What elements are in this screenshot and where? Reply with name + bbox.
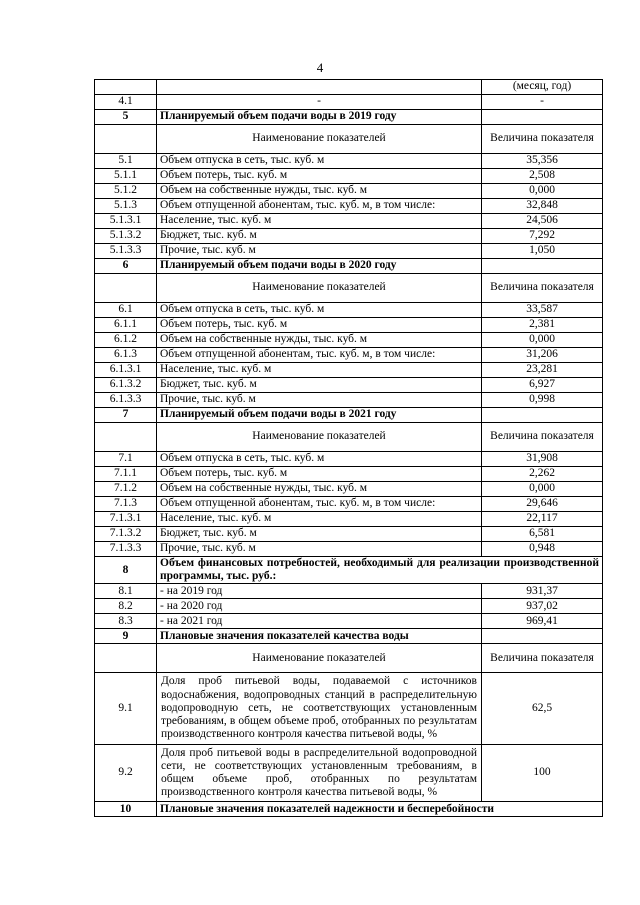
row-value: 969,41 (482, 614, 603, 629)
empty-cell (482, 629, 603, 644)
row-number: 9.2 (95, 744, 157, 802)
column-header-value: Величина показателя (482, 125, 603, 154)
table-row (95, 467, 603, 482)
row-number: 6.1.2 (95, 333, 157, 348)
empty-cell (95, 423, 157, 452)
table-row (95, 584, 603, 599)
section-row-sec7 (95, 408, 603, 423)
row-number: 6.1.3 (95, 348, 157, 363)
row-value: 937,02 (482, 599, 603, 614)
column-header-value: Величина показателя (482, 423, 603, 452)
section-title: Плановые значения показателей качества воды (157, 629, 482, 644)
table-row (95, 512, 603, 527)
row-name: Объем на собственные нужды, тыс. куб. м (157, 482, 482, 497)
row-name: Прочие, тыс. куб. м (157, 393, 482, 408)
row-number: 7.1.3.3 (95, 542, 157, 557)
page-number: 4 (316, 60, 324, 75)
table-row (95, 614, 603, 629)
empty-cell (95, 125, 157, 154)
row-name: Доля проб питьевой воды, подаваемой с источников водоснабжения, водопроводных станций в распределительную водопроводную сеть, не соответствующих установленным требованиям, в общем объеме проб, отобранных по результатам производственного контроля качества питьевой воды, % (157, 673, 482, 744)
row-number: 8.1 (95, 584, 157, 599)
row-value: 6,581 (482, 527, 603, 542)
row-name: Объем на собственные нужды, тыс. куб. м (157, 333, 482, 348)
row-value: 0,000 (482, 184, 603, 199)
table-row (95, 542, 603, 557)
section-number: 5 (95, 110, 157, 125)
table-row (95, 452, 603, 467)
section-title: Объем финансовых потребностей, необходимый для реализации производственной программы, тыс. руб.: (157, 557, 603, 584)
section-number: 8 (95, 557, 157, 584)
row-name: Объем отпущенной абонентам, тыс. куб. м, в том числе: (157, 497, 482, 512)
empty-cell (95, 644, 157, 673)
row-value: 33,587 (482, 303, 603, 318)
row-value: 6,927 (482, 378, 603, 393)
section-title: Плановые значения показателей надежности и бесперебойности (157, 802, 603, 817)
row-number: 5.1.3.1 (95, 214, 157, 229)
row-name: Объем на собственные нужды, тыс. куб. м (157, 184, 482, 199)
row-value: 32,848 (482, 199, 603, 214)
row-value: 0,998 (482, 393, 603, 408)
row-value: 0,948 (482, 542, 603, 557)
table-row (95, 169, 603, 184)
table-row (95, 348, 603, 363)
row-value: 35,356 (482, 154, 603, 169)
row-name: - на 2021 год (157, 614, 482, 629)
row-number: 7.1.3 (95, 497, 157, 512)
program-table (94, 79, 603, 817)
column-header-row (95, 644, 603, 673)
row-value: 31,908 (482, 452, 603, 467)
table-row (95, 378, 603, 393)
row-name: Население, тыс. куб. м (157, 363, 482, 378)
row-name: Объем отпущенной абонентам, тыс. куб. м, в том числе: (157, 348, 482, 363)
row-value: 931,37 (482, 584, 603, 599)
row-name: - на 2019 год (157, 584, 482, 599)
unit-cell: (месяц, год) (482, 80, 603, 95)
column-header-row (95, 125, 603, 154)
table-row (95, 318, 603, 333)
column-header-row (95, 274, 603, 303)
row-value: 29,646 (482, 497, 603, 512)
row-name: Объем отпуска в сеть, тыс. куб. м (157, 154, 482, 169)
row-number: 5.1.3.2 (95, 229, 157, 244)
empty-cell (482, 259, 603, 274)
section-row-sec10 (95, 802, 603, 817)
section-row-sec9 (95, 629, 603, 644)
section-title: Планируемый объем подачи воды в 2019 году (157, 110, 482, 125)
table-row (95, 497, 603, 512)
table-row (95, 599, 603, 614)
row-value: 62,5 (482, 673, 603, 744)
table-row (95, 744, 603, 802)
row-number: 6.1.3.3 (95, 393, 157, 408)
table-row (95, 184, 603, 199)
row-value: 1,050 (482, 244, 603, 259)
row-name: Бюджет, тыс. куб. м (157, 229, 482, 244)
row-value: 7,292 (482, 229, 603, 244)
column-header-name: Наименование показателей (157, 644, 482, 673)
table-row (95, 482, 603, 497)
row-name: Бюджет, тыс. куб. м (157, 527, 482, 542)
row-name: Объем потерь, тыс. куб. м (157, 169, 482, 184)
row-name: Прочие, тыс. куб. м (157, 542, 482, 557)
table-row (95, 199, 603, 214)
row-name: - на 2020 год (157, 599, 482, 614)
row-name: Объем потерь, тыс. куб. м (157, 318, 482, 333)
empty-cell (482, 110, 603, 125)
table-row (95, 229, 603, 244)
column-header-value: Величина показателя (482, 274, 603, 303)
row-value: 24,506 (482, 214, 603, 229)
row-name: Население, тыс. куб. м (157, 512, 482, 527)
section-number: 7 (95, 408, 157, 423)
table-row (95, 244, 603, 259)
column-header-row (95, 423, 603, 452)
table-row: 4.1 - - (95, 95, 603, 110)
section-row-sec6 (95, 259, 603, 274)
column-header-value: Величина показателя (482, 644, 603, 673)
row-number: 6.1.3.1 (95, 363, 157, 378)
row-value: 0,000 (482, 482, 603, 497)
row-name: Объем отпущенной абонентам, тыс. куб. м, в том числе: (157, 199, 482, 214)
row-number: 6.1.1 (95, 318, 157, 333)
row-name: Объем потерь, тыс. куб. м (157, 467, 482, 482)
row-number: 7.1.3.2 (95, 527, 157, 542)
section-title: Планируемый объем подачи воды в 2021 году (157, 408, 482, 423)
row-value: 22,117 (482, 512, 603, 527)
row-value: 31,206 (482, 348, 603, 363)
table-row (95, 393, 603, 408)
table-row (95, 154, 603, 169)
row-number: 7.1.2 (95, 482, 157, 497)
row-value: 2,262 (482, 467, 603, 482)
section-number: 6 (95, 259, 157, 274)
row-number: 8.2 (95, 599, 157, 614)
column-header-name: Наименование показателей (157, 125, 482, 154)
empty-cell (95, 274, 157, 303)
row-number: 5.1.1 (95, 169, 157, 184)
row-number: 5.1.3 (95, 199, 157, 214)
row-number: 7.1.1 (95, 467, 157, 482)
column-header-name: Наименование показателей (157, 423, 482, 452)
row-number: 7.1.3.1 (95, 512, 157, 527)
table-row (95, 303, 603, 318)
row-value: 100 (482, 744, 603, 802)
top-unit-row (95, 80, 603, 95)
section-number: 9 (95, 629, 157, 644)
row-number: 9.1 (95, 673, 157, 744)
row-name: Население, тыс. куб. м (157, 214, 482, 229)
table-row (95, 673, 603, 744)
table-row (95, 527, 603, 542)
row-value: 0,000 (482, 333, 603, 348)
table-row (95, 214, 603, 229)
row-number: 5.1.2 (95, 184, 157, 199)
table-row (95, 333, 603, 348)
row-number: 7.1 (95, 452, 157, 467)
row-number: 5.1.3.3 (95, 244, 157, 259)
row-value: 23,281 (482, 363, 603, 378)
section-number: 10 (95, 802, 157, 817)
row-number: 6.1.3.2 (95, 378, 157, 393)
column-header-name: Наименование показателей (157, 274, 482, 303)
row-name: Объем отпуска в сеть, тыс. куб. м (157, 303, 482, 318)
row-name: Доля проб питьевой воды в распределительной водопроводной сети, не соответствующих установленным требованиям, в общем объеме проб, отобранных по результатам производственного контроля качества питьевой воды, % (157, 744, 482, 802)
table-row (95, 363, 603, 378)
row-value: 2,381 (482, 318, 603, 333)
row-value: 2,508 (482, 169, 603, 184)
row-name: Объем отпуска в сеть, тыс. куб. м (157, 452, 482, 467)
section-row-sec8 (95, 557, 603, 584)
row-number: 6.1 (95, 303, 157, 318)
section-title: Планируемый объем подачи воды в 2020 году (157, 259, 482, 274)
row-name: Прочие, тыс. куб. м (157, 244, 482, 259)
section-row-sec5 (95, 110, 603, 125)
row-number: 8.3 (95, 614, 157, 629)
row-name: Бюджет, тыс. куб. м (157, 378, 482, 393)
row-number: 5.1 (95, 154, 157, 169)
empty-cell (482, 408, 603, 423)
